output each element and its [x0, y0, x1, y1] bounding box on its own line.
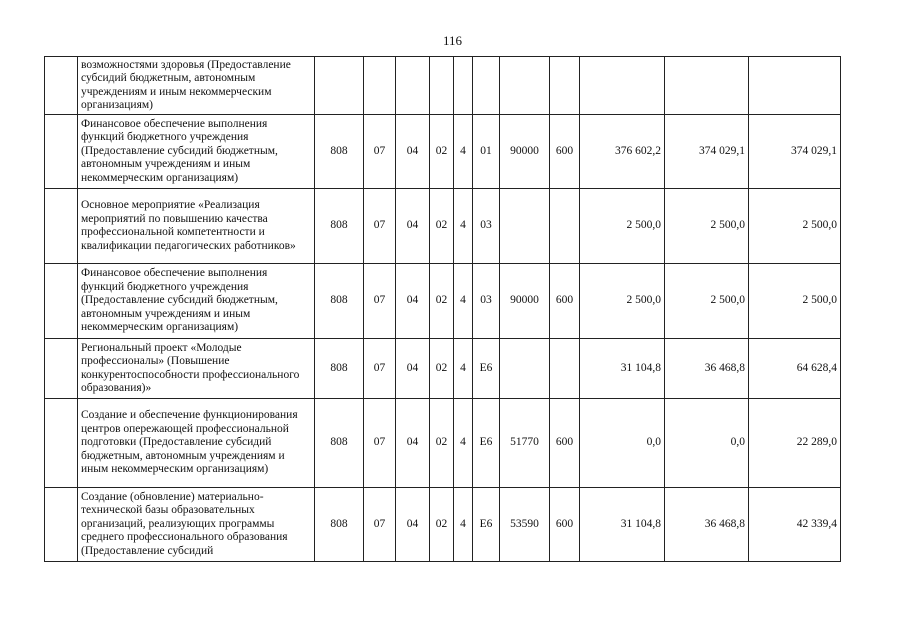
amount-cell: 2 500,0 [580, 264, 665, 339]
code-cell [364, 57, 396, 115]
code-cell: 07 [364, 488, 396, 562]
item-name-cell: Региональный проект «Молодые профессионалы» (Повышение конкурентоспособности профессионального образования)» [78, 339, 315, 399]
code-cell: 808 [315, 339, 364, 399]
item-name-cell: Создание (обновление) материально-технической базы образовательных организаций, реализующих программы среднего профессионального образования (Предоставление субсидий [78, 488, 315, 562]
code-cell: 808 [315, 399, 364, 488]
budget-table [44, 56, 841, 562]
code-cell [500, 57, 550, 115]
table-row [45, 264, 841, 339]
table-row [45, 488, 841, 562]
code-cell: Е6 [473, 399, 500, 488]
amount-cell: 42 339,4 [749, 488, 841, 562]
row-gutter-cell [45, 264, 78, 339]
code-cell: 03 [473, 264, 500, 339]
code-cell: 04 [396, 399, 430, 488]
amount-cell: 36 468,8 [665, 339, 749, 399]
code-cell: 4 [454, 399, 473, 488]
code-cell: 04 [396, 339, 430, 399]
page-number: 116 [442, 33, 463, 48]
code-cell [500, 189, 550, 264]
amount-cell: 31 104,8 [580, 488, 665, 562]
table-row [45, 189, 841, 264]
amount-cell: 2 500,0 [665, 189, 749, 264]
code-cell: 808 [315, 189, 364, 264]
code-cell: 07 [364, 115, 396, 189]
code-cell: 4 [454, 488, 473, 562]
amount-cell [749, 57, 841, 115]
amount-cell: 376 602,2 [580, 115, 665, 189]
code-cell: 02 [430, 189, 454, 264]
item-name-cell: возможностями здоровья (Предоставление субсидий бюджетным, автономным учреждениям и иным некоммерческим организациям) [78, 57, 315, 115]
code-cell: 808 [315, 488, 364, 562]
code-cell [550, 339, 580, 399]
budget-table-body [45, 57, 841, 562]
code-cell: 600 [550, 488, 580, 562]
code-cell: 04 [396, 189, 430, 264]
code-cell: 02 [430, 488, 454, 562]
code-cell [473, 57, 500, 115]
code-cell: 04 [396, 488, 430, 562]
amount-cell: 22 289,0 [749, 399, 841, 488]
amount-cell: 31 104,8 [580, 339, 665, 399]
code-cell: 04 [396, 115, 430, 189]
row-gutter-cell [45, 189, 78, 264]
code-cell: Е6 [473, 488, 500, 562]
code-cell: 90000 [500, 115, 550, 189]
code-cell [396, 57, 430, 115]
code-cell: 53590 [500, 488, 550, 562]
code-cell: 808 [315, 264, 364, 339]
code-cell: 02 [430, 339, 454, 399]
code-cell: 02 [430, 264, 454, 339]
code-cell [315, 57, 364, 115]
item-name-cell: Финансовое обеспечение выполнения функций бюджетного учреждения (Предоставление субсидий бюджетным, автономным учреждениям и иным некоммерческим организациям) [78, 115, 315, 189]
amount-cell: 374 029,1 [665, 115, 749, 189]
code-cell [430, 57, 454, 115]
code-cell: 02 [430, 115, 454, 189]
code-cell [500, 339, 550, 399]
amount-cell: 2 500,0 [580, 189, 665, 264]
code-cell: 600 [550, 264, 580, 339]
row-gutter-cell [45, 399, 78, 488]
amount-cell: 2 500,0 [749, 189, 841, 264]
item-name-cell: Основное мероприятие «Реализация мероприятий по повышению качества профессиональной компетентности и квалификации педагогических работников» [78, 189, 315, 264]
code-cell: 07 [364, 264, 396, 339]
code-cell: 600 [550, 399, 580, 488]
table-row [45, 57, 841, 115]
row-gutter-cell [45, 339, 78, 399]
table-row [45, 399, 841, 488]
code-cell: 4 [454, 189, 473, 264]
code-cell: 07 [364, 399, 396, 488]
table-row [45, 339, 841, 399]
code-cell: 04 [396, 264, 430, 339]
row-gutter-cell [45, 488, 78, 562]
code-cell: 03 [473, 189, 500, 264]
code-cell: 51770 [500, 399, 550, 488]
code-cell [550, 57, 580, 115]
code-cell: 90000 [500, 264, 550, 339]
code-cell [550, 189, 580, 264]
item-name-cell: Создание и обеспечение функционирования центров опережающей профессиональной подготовки (Предоставление субсидий бюджетным, автономным учреждениям и иным некоммерческим организациям) [78, 399, 315, 488]
code-cell: Е6 [473, 339, 500, 399]
amount-cell: 2 500,0 [749, 264, 841, 339]
item-name-cell: Финансовое обеспечение выполнения функций бюджетного учреждения (Предоставление субсидий бюджетным, автономным учреждениям и иным некоммерческим организациям) [78, 264, 315, 339]
table-row [45, 115, 841, 189]
row-gutter-cell [45, 57, 78, 115]
code-cell [454, 57, 473, 115]
amount-cell: 2 500,0 [665, 264, 749, 339]
amount-cell [665, 57, 749, 115]
amount-cell [580, 57, 665, 115]
code-cell: 4 [454, 339, 473, 399]
code-cell: 02 [430, 399, 454, 488]
code-cell: 07 [364, 339, 396, 399]
amount-cell: 36 468,8 [665, 488, 749, 562]
amount-cell: 64 628,4 [749, 339, 841, 399]
code-cell: 600 [550, 115, 580, 189]
amount-cell: 0,0 [665, 399, 749, 488]
amount-cell: 0,0 [580, 399, 665, 488]
code-cell: 808 [315, 115, 364, 189]
code-cell: 01 [473, 115, 500, 189]
code-cell: 4 [454, 115, 473, 189]
code-cell: 07 [364, 189, 396, 264]
amount-cell: 374 029,1 [749, 115, 841, 189]
row-gutter-cell [45, 115, 78, 189]
code-cell: 4 [454, 264, 473, 339]
